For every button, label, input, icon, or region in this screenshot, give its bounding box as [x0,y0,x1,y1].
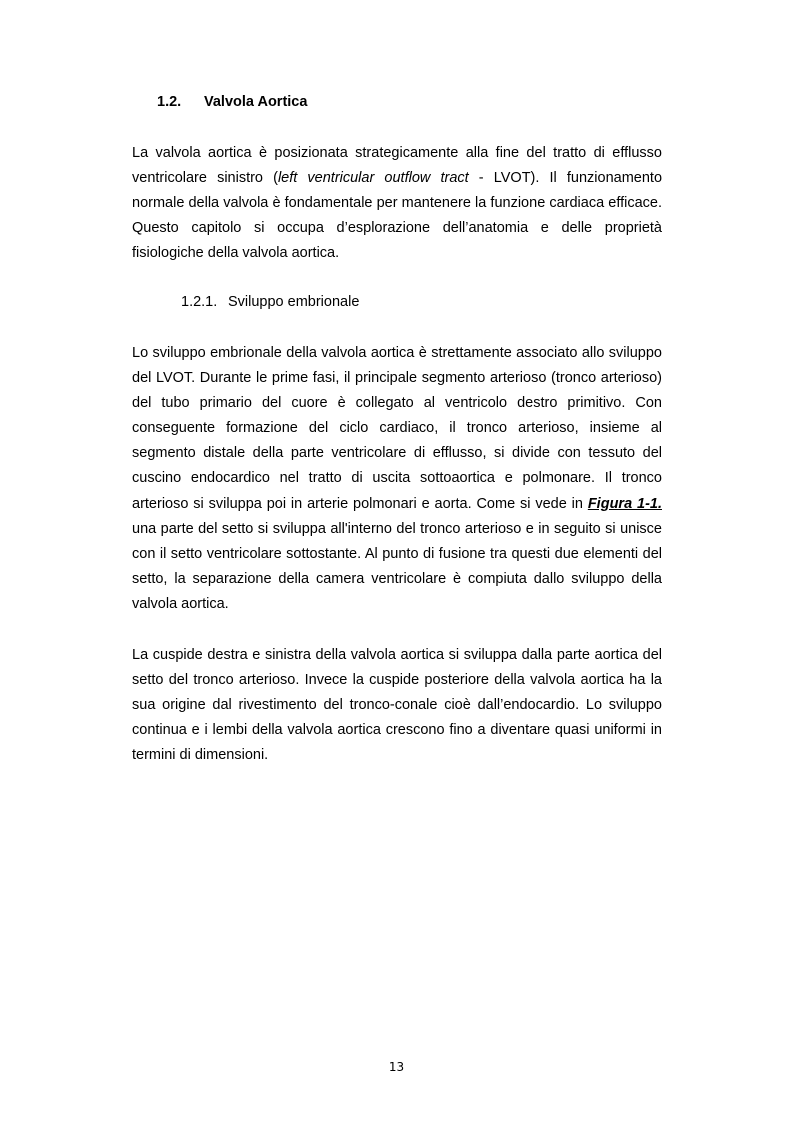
paragraph-cusps [132,643,662,768]
paragraph-embryonic-text-a: Lo sviluppo embrionale della valvola aortica è strettamente associato allo sviluppo del LVOT. Durante le prime fasi, il principale segmento arterioso (tronco arterioso) del tubo primario del cuore è collegato al ventricolo destro primitivo. Con conseguente formazione del ciclo cardiaco, il tronco arterioso, insieme al segmento distale della parte ventricolare di efflusso, si divide con tessuto del cuscino endocardico nel tratto di uscita sottoaortica e polmonare. Il tronco arterioso si sviluppa poi in arterie polmonari e aorta. Come si vede in [132,345,662,512]
page-number: 13 [388,1060,405,1074]
paragraph-intro-text-b: - LVOT). Il funzionamento normale della valvola è fondamentale per mantenere la funzione cardiaca efficace. Questo capitolo si occupa d’esplorazione dell’anatomia e delle proprietà fisiologiche della valvola aortica. [132,170,663,262]
paragraph-intro [132,141,662,266]
figure-reference-link[interactable]: Figura 1-1. [587,495,662,512]
section-title: Valvola Aortica [204,94,308,110]
paragraph-intro-text-a: La valvola aortica è posizionata strategicamente alla fine del tratto di efflusso ventricolare sinistro ( [132,145,662,187]
paragraph-embryonic [132,341,662,617]
paragraph-intro-italic: left ventricular outflow tract [277,170,469,187]
paragraph-cusps-text: La cuspide destra e sinistra della valvola aortica si sviluppa dalla parte aortica del setto del tronco arterioso. Invece la cuspide posteriore della valvola aortica ha la sua origine dal rivestimento del tronco-conale cioè dall’endocardio. Lo sviluppo continua e i lembi della valvola aortica crescono fino a diventare quasi uniformi in termini di dimensioni. [132,647,662,764]
paragraph-embryonic-text-b: una parte del setto si sviluppa all'interno del tronco arterioso e in seguito si unisce con il setto ventricolare sottostante. Al punto di fusione tra questi due elementi del setto, la separazione della camera ventricolare è compiuta dallo sviluppo della valvola aortica. [132,520,662,612]
subsection-number: 1.2.1. [181,294,218,310]
section-heading [157,94,307,110]
subsection-title: Sviluppo embrionale [228,294,360,310]
section-number: 1.2. [157,94,182,110]
subsection-heading [181,294,359,310]
